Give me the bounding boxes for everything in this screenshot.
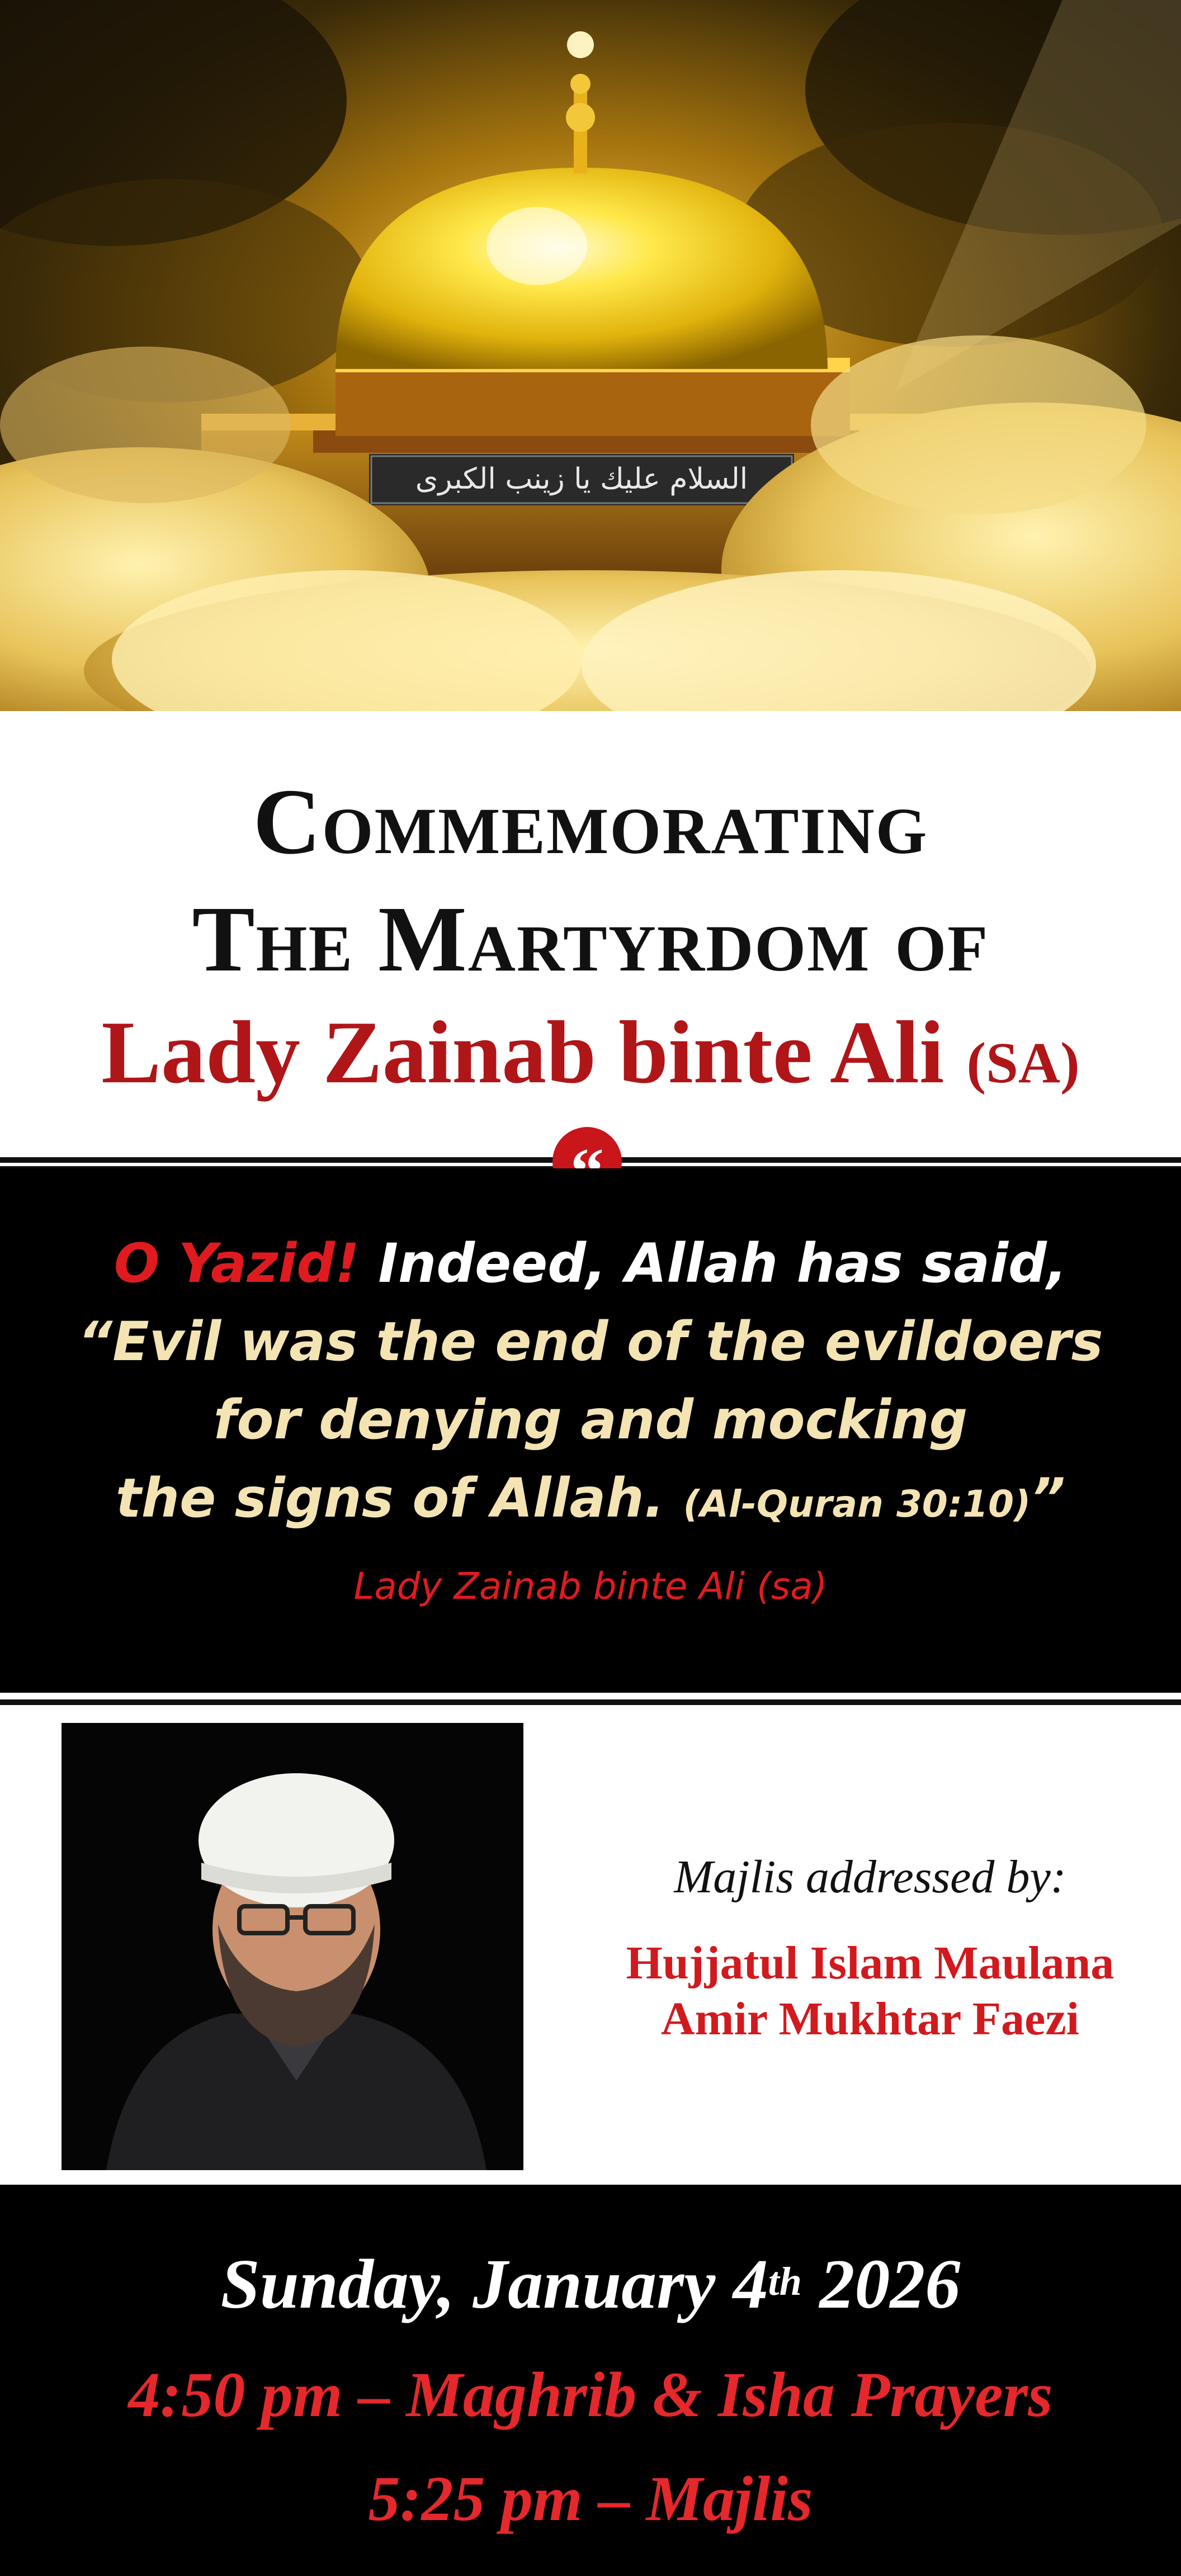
title-honorific: (SA) [966, 1031, 1080, 1095]
quote-line-4 [0, 1465, 1181, 1538]
bottom-divider [0, 1699, 1181, 1705]
quote-address: O Yazid! [114, 1232, 360, 1295]
arabic-banner-text: السلام عليك يا زينب الكبرى [415, 462, 748, 496]
speaker-title: Hujjatul Islam Maulana [626, 1937, 1114, 1989]
speaker-intro: Majlis addressed by: [674, 1851, 1066, 1903]
title-name: Lady Zainab binte Ali [101, 1002, 944, 1102]
quote-reference: (Al-Quran 30:10) [683, 1483, 1031, 1526]
quote-intro: Indeed, Allah has said, [378, 1232, 1067, 1295]
event-date-ordinal: th [768, 2259, 802, 2304]
title-line-2: The Martyrdom of [192, 887, 989, 991]
schedule-item-prayers: 4:50 pm – Maghrib & Isha Prayers [128, 2359, 1053, 2430]
event-date-year: 2026 [819, 2246, 961, 2323]
event-date-day: Sunday, January 4 [220, 2246, 768, 2323]
schedule-item-majlis: 5:25 pm – Majlis [368, 2463, 813, 2534]
bottom-divider-gap [0, 1693, 1181, 1695]
speaker-name: Amir Mukhtar Faezi [660, 1993, 1080, 2045]
quote-band [0, 1168, 1181, 1693]
shrine-hero-image [0, 0, 1181, 711]
quote-line-1 [0, 1230, 1181, 1297]
speaker-photo [62, 1723, 523, 2170]
quote-line-4-text: the signs of Allah. [115, 1467, 665, 1530]
title-line-1: Commemorating [253, 770, 928, 874]
golden-dome-illustration [0, 0, 1181, 711]
speaker-portrait-image [62, 1723, 523, 2170]
quote-line-2: “Evil was the end of the evildoers [78, 1310, 1103, 1373]
quote-close-mark: ” [1031, 1467, 1066, 1530]
quote-attribution: Lady Zainab binte Ali (sa) [353, 1565, 828, 1608]
quote-line-3: for denying and mocking [213, 1389, 968, 1451]
schedule-band [0, 2185, 1181, 2576]
title-line-3 [0, 1002, 1181, 1114]
title-block [0, 711, 1181, 1158]
event-date [0, 2243, 1181, 2327]
